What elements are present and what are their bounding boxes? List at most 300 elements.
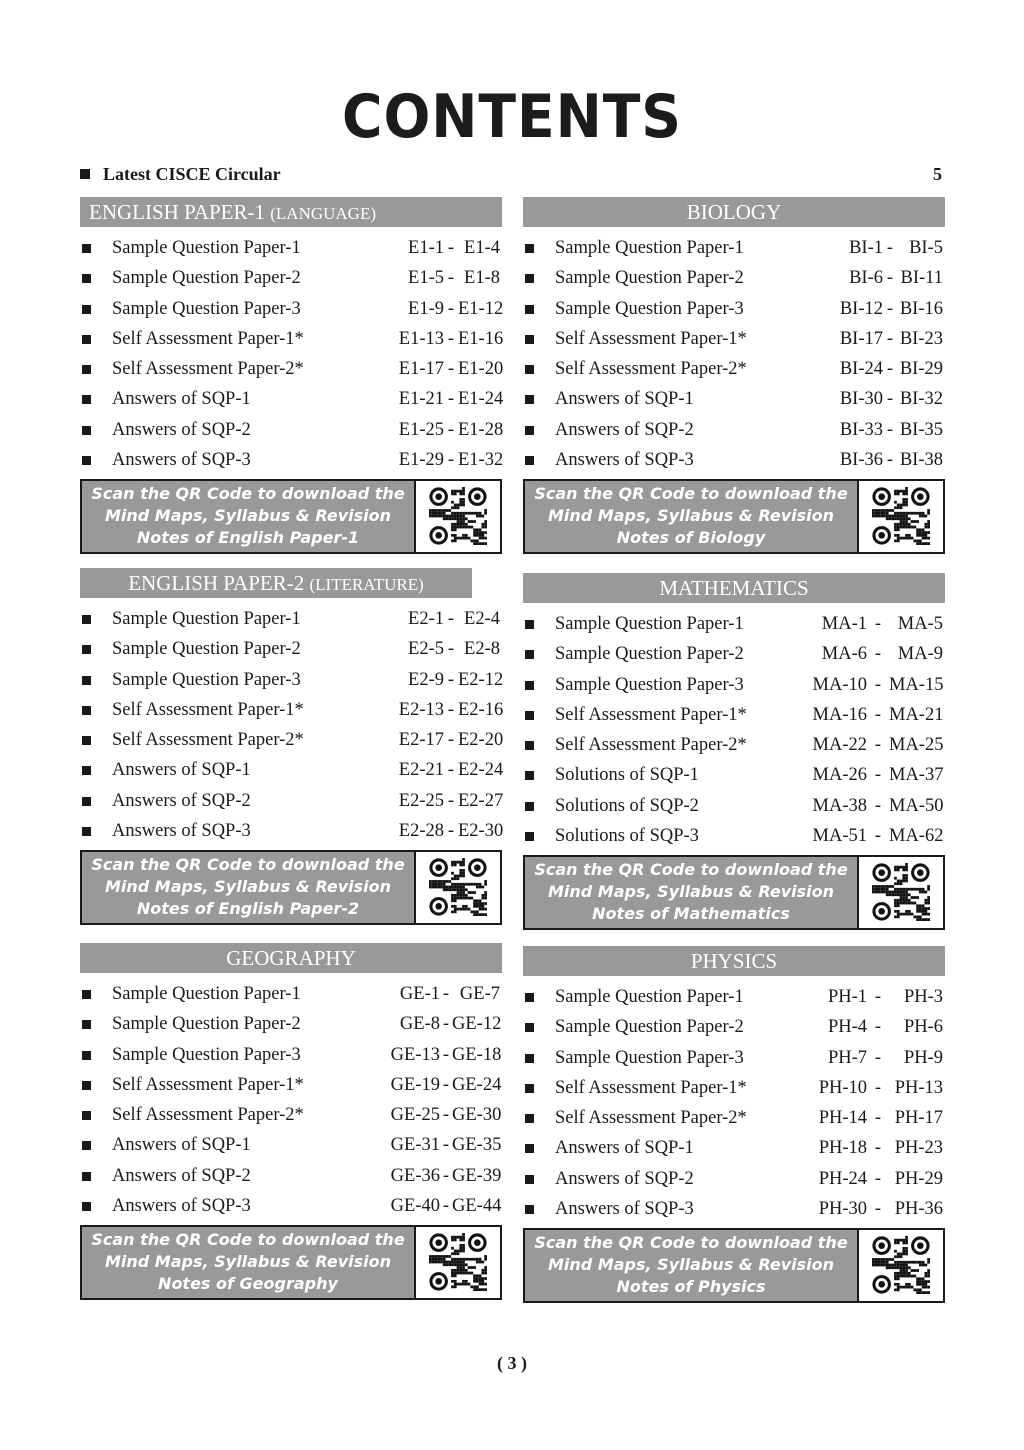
range-start: GE-25 [390, 1105, 440, 1126]
entry-label: Sample Question Paper-3 [555, 298, 744, 319]
section-title: ENGLISH PAPER-1 [89, 200, 265, 224]
toc-entry[interactable] [523, 445, 945, 475]
entry-label: Sample Question Paper-3 [112, 669, 301, 690]
range-separator: - [442, 1135, 450, 1156]
entry-page-range [396, 665, 504, 695]
qr-prompt-line: Notes of Biology [616, 528, 766, 548]
range-separator: - [874, 1047, 882, 1068]
qr-code-frame[interactable] [414, 1227, 500, 1298]
range-start: GE-40 [390, 1196, 440, 1217]
toc-entry[interactable] [523, 1164, 945, 1194]
range-separator: - [874, 765, 882, 786]
qr-download-box[interactable] [523, 479, 945, 554]
toc-entry[interactable] [523, 233, 945, 263]
toc-entry[interactable] [523, 1103, 945, 1133]
range-start: BI-17 [839, 328, 883, 349]
square-bullet-icon [525, 395, 534, 404]
toc-entry[interactable] [80, 1070, 502, 1100]
entry-page-range [384, 1130, 500, 1160]
entry-label: Answers of SQP-1 [112, 760, 251, 781]
toc-entry[interactable] [80, 1040, 502, 1070]
range-end: MA-21 [889, 704, 944, 725]
qr-code-frame[interactable] [857, 1230, 943, 1301]
range-start: BI-1 [849, 238, 883, 258]
toc-entry[interactable] [80, 1161, 502, 1191]
qr-prompt-line: Scan the QR Code to download the [534, 860, 848, 880]
toc-entry[interactable] [80, 1130, 502, 1160]
range-separator: - [874, 1017, 882, 1038]
qr-download-box[interactable] [80, 479, 502, 554]
qr-download-box[interactable] [80, 1225, 502, 1300]
entry-page-range [396, 725, 504, 755]
qr-code-icon[interactable] [871, 863, 931, 921]
range-start: PH-24 [818, 1168, 867, 1189]
toc-entry[interactable] [80, 263, 502, 293]
range-start: E1-29 [398, 450, 444, 471]
qr-prompt-text [525, 483, 857, 549]
entry-page-range [837, 354, 943, 384]
toc-entry[interactable] [523, 294, 945, 324]
section-header [80, 197, 502, 227]
range-separator: - [886, 359, 894, 380]
entry-label: Sample Question Paper-1 [112, 609, 301, 629]
qr-code-frame[interactable] [414, 481, 500, 552]
range-end: BI-16 [899, 298, 943, 319]
qr-prompt-line: Scan the QR Code to download the [91, 1230, 405, 1250]
qr-prompt-line: Notes of Mathematics [592, 904, 790, 924]
range-start: PH-18 [818, 1138, 867, 1159]
range-separator: - [874, 704, 882, 725]
range-separator: - [874, 735, 882, 756]
range-start: E1-17 [398, 359, 444, 380]
range-separator: - [447, 669, 455, 690]
qr-download-box[interactable] [80, 850, 502, 925]
entry-page-range [815, 1073, 943, 1103]
qr-code-frame[interactable] [414, 852, 500, 923]
range-end: MA-62 [889, 826, 944, 847]
square-bullet-icon [525, 274, 534, 283]
section-title: ENGLISH PAPER-2 [128, 571, 305, 595]
square-bullet-icon [82, 1172, 91, 1181]
square-bullet-icon [525, 244, 534, 253]
square-bullet-icon [525, 1023, 534, 1032]
entry-page-range [809, 609, 943, 639]
square-bullet-icon [82, 335, 91, 344]
qr-download-box[interactable] [523, 855, 945, 930]
entry-page-range [837, 384, 943, 414]
range-end: E2-27 [458, 790, 504, 811]
square-bullet-icon [82, 1202, 91, 1211]
square-bullet-icon [82, 426, 91, 435]
entry-page-range [396, 324, 504, 354]
entry-page-range [815, 1194, 943, 1224]
toc-entry[interactable] [80, 634, 502, 664]
range-separator: - [447, 609, 455, 629]
range-separator: - [874, 1077, 882, 1098]
toc-entry[interactable] [523, 354, 945, 384]
entry-page-range [815, 1012, 943, 1042]
range-end: E1-16 [458, 328, 504, 349]
toc-entry[interactable] [80, 415, 502, 445]
range-start: GE-1 [399, 984, 440, 1004]
range-start: E2-28 [398, 821, 444, 842]
entry-page-range [815, 1133, 943, 1163]
qr-prompt-text [82, 854, 414, 920]
toc-entry[interactable] [523, 1012, 945, 1042]
entry-label: Solutions of SQP-1 [555, 765, 699, 786]
range-start: PH-7 [827, 1047, 867, 1068]
entry-label: Self Assessment Paper-1* [112, 1074, 304, 1095]
toc-entry[interactable] [523, 324, 945, 354]
toc-entry[interactable] [523, 263, 945, 293]
section-item-list [80, 604, 502, 846]
range-separator: - [447, 450, 455, 471]
square-bullet-icon [525, 1205, 534, 1214]
range-separator: - [447, 268, 455, 289]
qr-prompt-text [525, 859, 857, 925]
range-separator: - [886, 268, 894, 289]
entry-label: Self Assessment Paper-2* [555, 735, 747, 756]
entry-page-range [837, 324, 943, 354]
range-end: E1-12 [458, 298, 504, 319]
range-end: PH-17 [894, 1108, 943, 1129]
square-bullet-icon [82, 244, 91, 253]
range-end: GE-39 [452, 1165, 502, 1186]
range-separator: - [447, 821, 455, 842]
toc-entry[interactable] [80, 1100, 502, 1130]
range-start: GE-36 [390, 1165, 440, 1186]
toc-entry[interactable] [523, 1194, 945, 1224]
range-start: E2-13 [398, 699, 444, 720]
toc-entry[interactable] [523, 791, 945, 821]
square-bullet-icon [82, 395, 91, 404]
qr-code-icon[interactable] [428, 1233, 488, 1291]
toc-entry[interactable] [80, 384, 502, 414]
entry-label: Sample Question Paper-1 [112, 238, 301, 258]
section-header [523, 197, 945, 227]
square-bullet-icon [525, 456, 534, 465]
square-bullet-icon [82, 365, 91, 374]
entry-label: Answers of SQP-1 [112, 1135, 251, 1156]
range-start: E2-25 [398, 790, 444, 811]
square-bullet-icon [80, 169, 90, 179]
entry-label: Answers of SQP-2 [555, 1168, 694, 1189]
entry-page-range [384, 979, 500, 1009]
square-bullet-icon [82, 1081, 91, 1090]
square-bullet-icon [525, 620, 534, 629]
entry-label: Sample Question Paper-2 [555, 268, 744, 289]
square-bullet-icon [82, 990, 91, 999]
range-start: BI-12 [839, 298, 883, 319]
range-separator: - [442, 1074, 450, 1095]
range-end: BI-5 [909, 238, 943, 258]
toc-entry[interactable] [523, 384, 945, 414]
toc-entry[interactable] [80, 604, 502, 634]
range-end: GE-12 [452, 1014, 502, 1035]
square-bullet-icon [525, 1144, 534, 1153]
range-separator: - [447, 730, 455, 751]
qr-download-box[interactable] [523, 1228, 945, 1303]
section-item-list [80, 979, 502, 1221]
entry-label: Answers of SQP-2 [112, 1165, 251, 1186]
range-separator: - [886, 298, 894, 319]
range-separator: - [874, 826, 882, 847]
entry-label: Self Assessment Paper-1* [112, 328, 304, 349]
range-separator: - [886, 328, 894, 349]
toc-entry[interactable] [523, 1073, 945, 1103]
entry-label: Self Assessment Paper-2* [112, 1105, 304, 1126]
range-start: PH-4 [827, 1017, 867, 1038]
section-item-list [523, 233, 945, 475]
range-end: GE-30 [452, 1105, 502, 1126]
toc-entry[interactable] [80, 1191, 502, 1221]
range-end: MA-25 [889, 735, 944, 756]
entry-label: Self Assessment Paper-2* [555, 359, 747, 380]
qr-prompt-line: Mind Maps, Syllabus & Revision [547, 506, 835, 526]
range-end: BI-11 [900, 268, 943, 289]
range-start: PH-30 [818, 1199, 867, 1220]
entry-label: Sample Question Paper-1 [555, 238, 744, 258]
toc-entry[interactable] [80, 233, 502, 263]
entry-page-range [837, 263, 943, 293]
toc-entry[interactable] [80, 665, 502, 695]
qr-code-icon[interactable] [428, 858, 488, 916]
range-end: MA-50 [889, 795, 944, 816]
square-bullet-icon [82, 1141, 91, 1150]
range-separator: - [442, 984, 450, 1004]
toc-entry[interactable] [523, 730, 945, 760]
entry-label: Answers of SQP-2 [555, 419, 694, 440]
entry-page-range [396, 294, 504, 324]
qr-code-frame[interactable] [857, 481, 943, 552]
toc-entry[interactable] [523, 609, 945, 639]
range-start: E2-17 [398, 730, 444, 751]
toc-entry[interactable] [80, 1009, 502, 1039]
range-end: E2-16 [458, 699, 504, 720]
square-bullet-icon [82, 1051, 91, 1060]
toc-entry[interactable] [80, 979, 502, 1009]
entry-label: Answers of SQP-3 [555, 450, 694, 471]
range-separator: - [442, 1014, 450, 1035]
range-separator: - [447, 760, 455, 781]
circular-entry[interactable] [80, 163, 942, 187]
toc-entry[interactable] [80, 755, 502, 785]
range-separator: - [447, 298, 455, 319]
range-start: BI-33 [839, 419, 883, 440]
range-separator: - [874, 674, 882, 695]
range-end: E2-24 [458, 760, 504, 781]
range-end: BI-23 [899, 328, 943, 349]
range-end: BI-38 [899, 450, 943, 471]
entry-label: Answers of SQP-3 [112, 450, 251, 471]
section-header [80, 568, 472, 598]
qr-prompt-line: Mind Maps, Syllabus & Revision [104, 506, 392, 526]
section-physics [523, 946, 945, 1303]
range-start: E2-1 [408, 609, 444, 629]
entry-label: Answers of SQP-2 [112, 419, 251, 440]
entry-page-range [384, 1100, 500, 1130]
qr-prompt-line: Scan the QR Code to download the [534, 1233, 848, 1253]
entry-label: Self Assessment Paper-1* [555, 704, 747, 725]
section-subtitle: (LANGUAGE) [270, 204, 377, 223]
entry-label: Sample Question Paper-2 [555, 1017, 744, 1038]
qr-prompt-line: Mind Maps, Syllabus & Revision [104, 877, 392, 897]
qr-prompt-line: Notes of English Paper-2 [136, 899, 360, 919]
range-end: GE-7 [459, 984, 500, 1004]
range-start: E2-21 [398, 760, 444, 781]
entry-label: Sample Question Paper-3 [112, 298, 301, 319]
toc-entry[interactable] [80, 294, 502, 324]
range-start: GE-8 [399, 1014, 440, 1035]
range-separator: - [442, 1165, 450, 1186]
range-end: E1-32 [458, 450, 504, 471]
toc-entry[interactable] [80, 354, 502, 384]
entry-page-range [837, 233, 943, 263]
range-separator: - [442, 1044, 450, 1065]
toc-entry[interactable] [523, 821, 945, 851]
circular-label: Latest CISCE Circular [103, 164, 281, 184]
toc-entry[interactable] [80, 695, 502, 725]
entry-page-range [809, 760, 943, 790]
entry-page-range [396, 695, 504, 725]
toc-entry[interactable] [80, 725, 502, 755]
square-bullet-icon [82, 736, 91, 745]
toc-entry[interactable] [523, 700, 945, 730]
toc-entry[interactable] [80, 445, 502, 475]
toc-entry[interactable] [523, 760, 945, 790]
qr-prompt-line: Scan the QR Code to download the [91, 484, 405, 504]
range-separator: - [874, 987, 882, 1007]
qr-prompt-line: Mind Maps, Syllabus & Revision [547, 1255, 835, 1275]
entry-page-range [396, 354, 504, 384]
range-end: MA-5 [897, 614, 943, 634]
entry-label: Sample Question Paper-2 [112, 1014, 301, 1035]
range-separator: - [886, 238, 894, 258]
entry-page-range [815, 982, 943, 1012]
range-end: PH-23 [894, 1138, 943, 1159]
range-separator: - [447, 359, 455, 380]
entry-page-range [396, 415, 504, 445]
square-bullet-icon [82, 645, 91, 654]
square-bullet-icon [525, 365, 534, 374]
range-start: E1-13 [398, 328, 444, 349]
qr-code-icon[interactable] [428, 487, 488, 545]
section-header [523, 946, 945, 976]
entry-page-range [396, 755, 504, 785]
toc-entry[interactable] [80, 816, 502, 846]
entry-label: Answers of SQP-3 [112, 1196, 251, 1217]
toc-entry[interactable] [523, 639, 945, 669]
entry-label: Sample Question Paper-3 [112, 1044, 301, 1065]
range-end: GE-44 [452, 1196, 502, 1217]
square-bullet-icon [82, 274, 91, 283]
range-start: MA-10 [812, 674, 867, 695]
qr-code-icon[interactable] [871, 1236, 931, 1294]
range-start: E1-9 [408, 298, 444, 319]
qr-prompt-text [82, 1229, 414, 1295]
square-bullet-icon [525, 681, 534, 690]
entry-label: Sample Question Paper-2 [112, 268, 301, 289]
section-item-list [80, 233, 502, 475]
entry-label: Self Assessment Paper-1* [555, 328, 747, 349]
qr-code-icon[interactable] [871, 487, 931, 545]
range-start: GE-13 [390, 1044, 440, 1065]
qr-prompt-line: Scan the QR Code to download the [91, 855, 405, 875]
square-bullet-icon [82, 827, 91, 836]
section-header [80, 943, 502, 973]
entry-page-range [396, 604, 500, 634]
section-item-list [523, 609, 945, 851]
square-bullet-icon [82, 766, 91, 775]
square-bullet-icon [82, 706, 91, 715]
entry-label: Sample Question Paper-2 [555, 644, 744, 665]
toc-entry[interactable] [523, 670, 945, 700]
range-end: PH-6 [903, 1017, 943, 1038]
entry-page-range [815, 1103, 943, 1133]
range-separator: - [447, 328, 455, 349]
square-bullet-icon [82, 676, 91, 685]
toc-entry[interactable] [523, 982, 945, 1012]
range-start: MA-6 [821, 644, 867, 665]
range-separator: - [874, 795, 882, 816]
square-bullet-icon [82, 456, 91, 465]
section-title: BIOLOGY [686, 200, 782, 224]
entry-label: Answers of SQP-1 [112, 389, 251, 410]
range-start: BI-30 [839, 389, 883, 410]
range-separator: - [447, 389, 455, 410]
circular-page-number: 5 [933, 164, 942, 184]
entry-page-range [837, 415, 943, 445]
square-bullet-icon [525, 832, 534, 841]
range-separator: - [447, 639, 455, 660]
range-end: E1-24 [458, 389, 504, 410]
range-end: E1-8 [464, 268, 500, 289]
section-title: GEOGRAPHY [226, 946, 356, 970]
square-bullet-icon [525, 802, 534, 811]
square-bullet-icon [525, 1114, 534, 1123]
toc-entry[interactable] [80, 786, 502, 816]
entry-page-range [815, 1164, 943, 1194]
toc-entry[interactable] [80, 324, 502, 354]
range-separator: - [886, 389, 894, 410]
qr-code-frame[interactable] [857, 857, 943, 928]
entry-page-range [809, 791, 943, 821]
qr-prompt-line: Scan the QR Code to download the [534, 484, 848, 504]
entry-page-range [384, 1009, 500, 1039]
entry-page-range [384, 1070, 500, 1100]
square-bullet-icon [82, 1111, 91, 1120]
square-bullet-icon [525, 335, 534, 344]
range-separator: - [447, 419, 455, 440]
toc-entry[interactable] [523, 415, 945, 445]
range-end: GE-24 [452, 1074, 502, 1095]
range-end: E1-20 [458, 359, 504, 380]
section-biology [523, 197, 945, 554]
range-separator: - [874, 1199, 882, 1220]
entry-page-range [396, 445, 504, 475]
range-end: E2-20 [458, 730, 504, 751]
square-bullet-icon [525, 305, 534, 314]
range-start: E1-25 [398, 419, 444, 440]
toc-entry[interactable] [523, 1133, 945, 1163]
range-start: GE-19 [390, 1074, 440, 1095]
entry-label: Sample Question Paper-1 [112, 984, 301, 1004]
range-separator: - [874, 614, 882, 634]
entry-label: Sample Question Paper-2 [112, 639, 301, 660]
entry-page-range [396, 634, 500, 664]
range-end: E2-8 [464, 639, 500, 660]
toc-entry[interactable] [523, 1043, 945, 1073]
